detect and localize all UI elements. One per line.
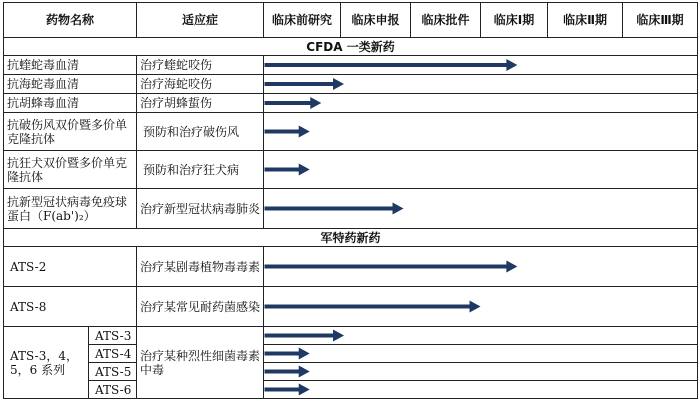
- stage-cell: [264, 247, 698, 287]
- stage-cell: [264, 189, 698, 229]
- section-title-cfda: CFDA 一类新药: [4, 38, 698, 56]
- section-title-military: 军特药新药: [4, 229, 698, 247]
- drug-name: 抗胡蜂毒血清: [4, 94, 137, 113]
- table-row: [4, 94, 698, 113]
- series-indication: 治疗某种烈性细菌毒素中毒: [137, 327, 264, 399]
- stage-cell: [264, 151, 698, 189]
- drug-name: 抗蝰蛇毒血清: [4, 56, 137, 75]
- table-row: [4, 381, 698, 399]
- table-row: [4, 345, 698, 363]
- table-row: [4, 56, 698, 75]
- section-row-military: [4, 229, 698, 247]
- section-row-cfda: [4, 38, 698, 56]
- table-row: [4, 151, 698, 189]
- pipeline-table: [3, 2, 698, 399]
- stage-cell: [264, 75, 698, 94]
- header-indication: 适应症: [137, 3, 264, 38]
- drug-name: 抗破伤风双价暨多价单克隆抗体: [4, 113, 137, 151]
- table-row: [4, 327, 698, 345]
- table-row: [4, 247, 698, 287]
- stage-cell: [264, 381, 698, 399]
- header-drug-name: 药物名称: [4, 3, 137, 38]
- indication: 治疗某常见耐药菌感染: [137, 287, 264, 327]
- table-row: [4, 189, 698, 229]
- header-stage-phase2: 临床Ⅱ期: [548, 3, 623, 38]
- stage-cell: [264, 94, 698, 113]
- stage-cell: [264, 287, 698, 327]
- stage-cell: [264, 327, 698, 345]
- table-row: [4, 113, 698, 151]
- stage-cell: [264, 363, 698, 381]
- drug-name: 抗狂犬双价暨多价单克隆抗体: [4, 151, 137, 189]
- stage-cell: [264, 56, 698, 75]
- stage-cell: [264, 345, 698, 363]
- sub-drug-name: ATS-6: [89, 381, 137, 399]
- indication: 治疗海蛇咬伤: [137, 75, 264, 94]
- header-row: [4, 3, 698, 38]
- header-stage-application: 临床申报: [341, 3, 411, 38]
- series-name: ATS-3，4，5，6 系列: [4, 327, 89, 399]
- header-stage-phase3: 临床Ⅲ期: [623, 3, 698, 38]
- drug-name: ATS-8: [4, 287, 137, 327]
- indication: 治疗蝰蛇咬伤: [137, 56, 264, 75]
- table-row: [4, 287, 698, 327]
- header-stage-approval: 临床批件: [411, 3, 481, 38]
- indication: 预防和治疗狂犬病: [137, 151, 264, 189]
- table-row: [4, 363, 698, 381]
- indication: 治疗新型冠状病毒肺炎: [137, 189, 264, 229]
- sub-drug-name: ATS-3: [89, 327, 137, 345]
- indication: 预防和治疗破伤风: [137, 113, 264, 151]
- sub-drug-name: ATS-4: [89, 345, 137, 363]
- stage-cell: [264, 113, 698, 151]
- header-stage-phase1: 临床Ⅰ期: [481, 3, 548, 38]
- indication: 治疗胡蜂蜇伤: [137, 94, 264, 113]
- drug-name: 抗海蛇毒血清: [4, 75, 137, 94]
- drug-name: 抗新型冠状病毒免疫球蛋白（F(ab')₂）: [4, 189, 137, 229]
- header-stage-preclinical: 临床前研究: [264, 3, 341, 38]
- sub-drug-name: ATS-5: [89, 363, 137, 381]
- table-row: [4, 75, 698, 94]
- drug-name: ATS-2: [4, 247, 137, 287]
- indication: 治疗某剧毒植物毒毒素: [137, 247, 264, 287]
